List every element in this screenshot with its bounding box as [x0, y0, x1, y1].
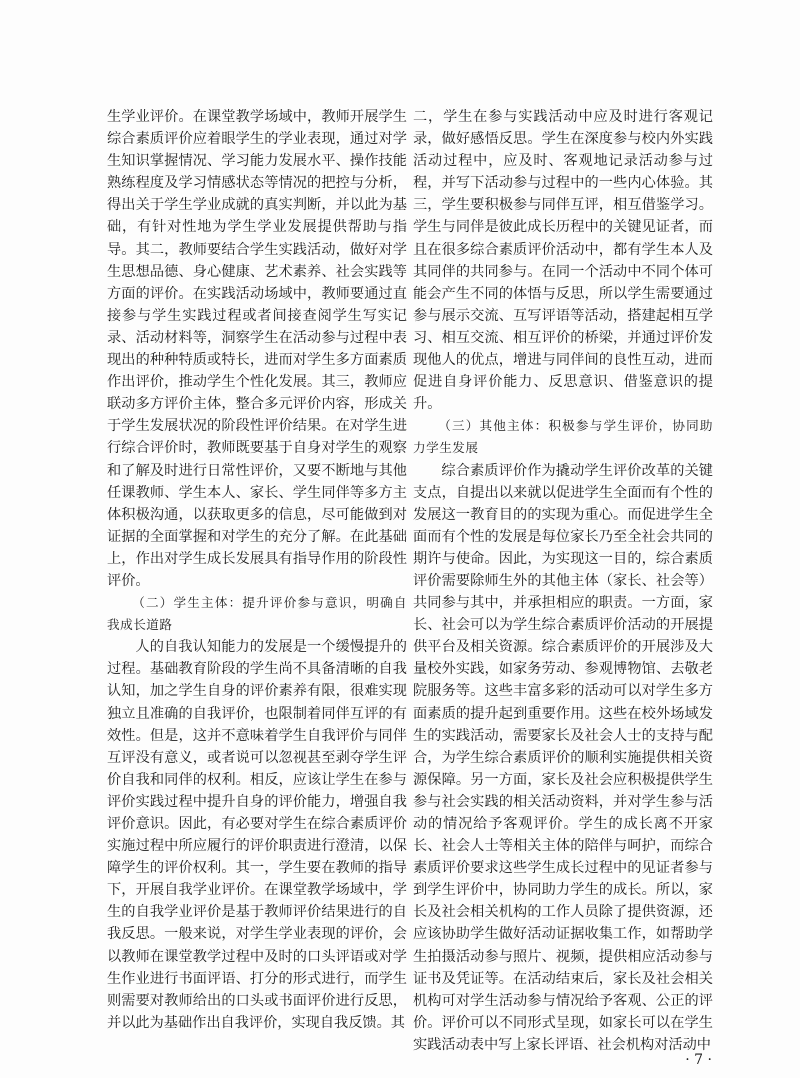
right-paragraph-2: 综合素质评价作为撬动学生评价改革的关键支点，自提出以来就以促进学生全面而有个性的发展这一教育目的的实现为重心。而促进学生全面而有个性的发展是每位家长乃至全社会共同的期许与使命。因此，为实现这一目的，综合素质评价需要除师生外的其他主体（家长、社会等）共同参与其中，并承担相应的职责。一方面，家长、社会可以为学生综合素质评价活动的开展提供平台及相关资源。综合素质评价的开展涉及大量校外实践，如家务劳动、参观博物馆、去敬老院服务等。这些丰富多彩的活动可以对学生多方面素质的提升起到重要作用。这些在校外场域发生的实践活动，需要家长及社会人士的支持与配合，为学生综合素质评价的顺利实施提供相关资源保障。另一方面，家长及社会应积极提供学生参与社会实践的相关活动资料，并对学生参与活动的情况给予客观评价。学生的成长离不开家长、社会人士等相关主体的陪伴与呵护，而综合素质评价要求这些学生成长过程中的见证者参与到学生评价中，协同助力学生的成长。所以，家长及社会相关机构的工作人员除了提供资源，还应该协助学生做好活动证据收集工作，如帮助学生拍摄活动参与照片、视频，提供相应活动参与证书及凭证等。在活动结束后，家长及社会相关机构可对学生活动参与情况给予客观、公正的评价。评价可以不同形式呈现，如家长可以在学生实践活动表中写上家长评语、社会机构对活动中	[413, 462, 713, 1053]
page-number: · 7 ·	[685, 1052, 712, 1068]
left-column	[107, 106, 407, 1034]
right-paragraph-1: 二，学生在参与实践活动中应及时进行客观记录，做好感悟反思。学生在深度参与校内外实践活动过程中，应及时、客观地记录活动参与过程，并写下活动参与过程中的一些内心体验。其三，学生要积极参与同伴互评，相互借鉴学习。学生与同伴是彼此成长历程中的关键见证者，而且在很多综合素质评价活动中，都有学生本人及其同伴的共同参与。在同一个活动中不同个体可能会产生不同的体悟与反思，所以学生需要通过参与展示交流、互写评语等活动，搭建起相互学习、相互交流、相互评价的桥梁，并通过评价发现他人的优点，增进与同伴间的良性互动，进而促进自身评价能力、反思意识、借鉴意识的提升。	[413, 109, 713, 413]
right-column	[413, 106, 713, 1056]
left-paragraph-2: 人的自我认知能力的发展是一个缓慢提升的过程。基础教育阶段的学生尚不具备清晰的自我认知，加之学生自身的评价素养有限，很难实现独立且准确的自我评价，也限制着同伴互评的有效性。但是，这并不意味着学生自我评价与同伴互评没有意义，或者说可以忽视甚至剥夺学生评价自我和同伴的权利。相反，应该让学生在参与评价实践过程中提升自身的评价能力，增强自我评价意识。因此，有必要对学生在综合素质评价实施过程中所应履行的评价职责进行澄清，以保障学生的评价权利。其一，学生要在教师的指导下，开展自我学业评价。在课堂教学场域中，学生的自我学业评价是基于教师评价结果进行的自我反思。一般来说，对学生学业表现的评价，会以教师在课堂教学过程中及时的口头评语或对学生作业进行书面评语、打分的形式进行，而学生则需要对教师给出的口头或书面评价进行反思，并以此为基础作出自我评价，实现自我反馈。其	[107, 639, 407, 1031]
section-heading-2: （二）学生主体：提升评价参与意识，明确自我成长道路	[107, 595, 407, 633]
left-paragraph-1: 生学业评价。在课堂教学场域中，教师开展学生综合素质评价应着眼学生的学业表现，通过对学生知识掌握情况、学习能力发展水平、操作技能熟练程度及学习情感状态等情况的把控与分析，得出关于学生学业成就的真实判断，并以此为基础，有针对性地为学生学业发展提供帮助与指导。其二，教师要结合学生实践活动，做好对学生思想品德、身心健康、艺术素养、社会实践等方面的评价。在实践活动场域中，教师要通过直接参与学生实践过程或者间接查阅学生写实记录、活动材料等，洞察学生在活动参与过程中表现出的种种特质或特长，进而对学生多方面素质作出评价，推动学生个性化发展。其三，教师应联动多方评价主体，整合多元评价内容，形成关于学生发展状况的阶段性评价结果。在对学生进行综合评价时，教师既要基于自身对学生的观察和了解及时进行日常性评价，又要不断地与其他任课教师、学生本人、家长、学生同伴等多方主体积极沟通，以获取更多的信息，尽可能做到对证据的全面掌握和对学生的充分了解。在此基础上，作出对学生成长发展具有指导作用的阶段性评价。	[107, 109, 407, 589]
section-heading-3: （三）其他主体：积极参与学生评价，协同助力学生发展	[413, 418, 713, 456]
